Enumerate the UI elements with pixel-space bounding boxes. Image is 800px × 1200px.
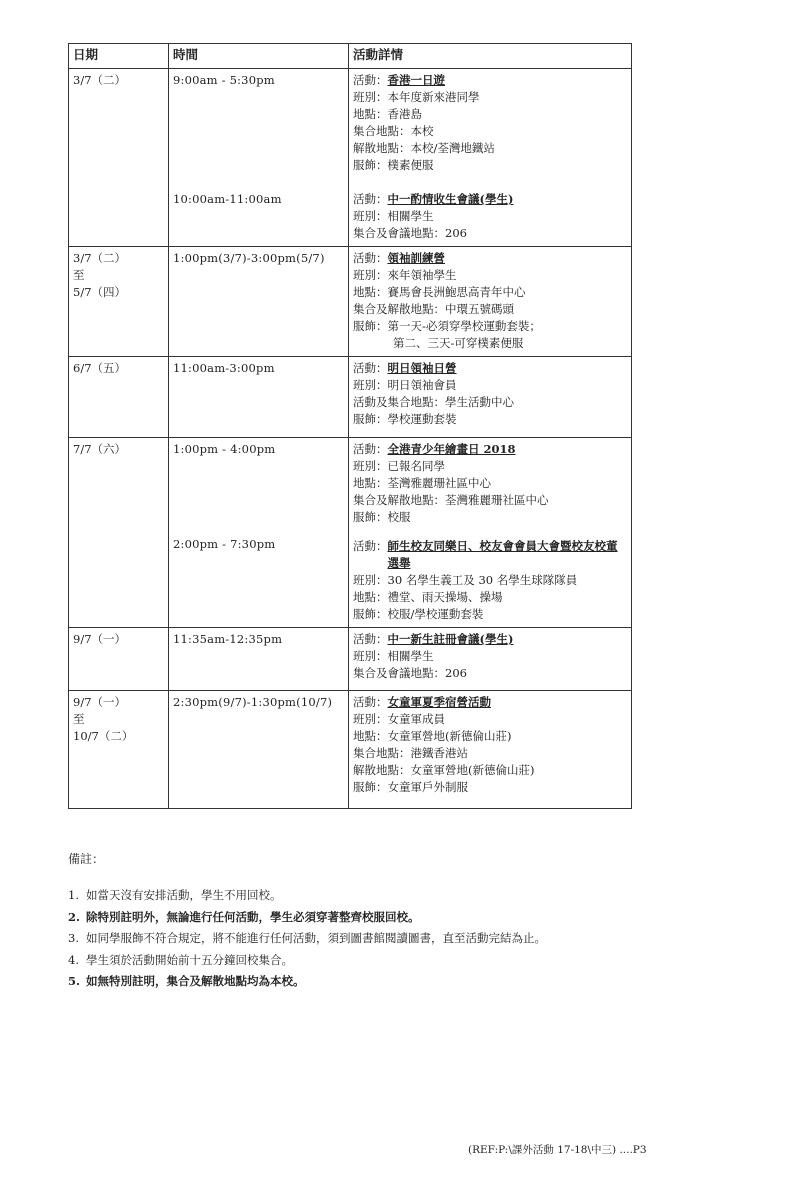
table-row <box>69 628 632 691</box>
date-cell <box>69 69 169 247</box>
time-text: 2:30pm(9/7)-1:30pm(10/7) <box>173 695 333 709</box>
activity-name: 全港青少年繪畫日 2018 <box>387 442 516 456</box>
detail-line: 服飾：第一天-必須穿學校運動套裝； <box>353 319 541 333</box>
detail-line: 班別：明日領袖會員 <box>353 378 457 392</box>
page-footer: (REF:P:\課外活動 17-18\中三) ....P3 <box>468 1144 647 1156</box>
details-cell <box>349 247 632 357</box>
detail-line: 服飾：校服 <box>353 510 411 524</box>
note-item: 1. 如當天沒有安排活動，學生不用回校。 <box>68 888 282 902</box>
time-cell <box>169 69 349 247</box>
detail-line: 地點：賽馬會長洲鮑思高青年中心 <box>353 285 526 299</box>
time-cell <box>169 691 349 809</box>
detail-line: 地點：禮堂、雨天操場、操場 <box>353 590 503 604</box>
time-text: 11:35am-12:35pm <box>173 632 283 646</box>
detail-line: 集合及解散地點：荃灣雅麗珊社區中心 <box>353 493 549 507</box>
date-text: 3/7（二） <box>73 251 127 265</box>
detail-line: 活動及集合地點：學生活動中心 <box>353 395 514 409</box>
date-cell <box>69 691 169 809</box>
detail-line: 班別：30 名學生義工及 30 名學生球隊隊員 <box>353 573 578 587</box>
notes-title: 備註： <box>68 852 105 866</box>
note-item: 3. 如同學服飾不符合規定，將不能進行任何活動，須到圖書館閱讀圖書，直至活動完結為止。 <box>68 931 546 945</box>
date-text: 7/7（六） <box>73 442 127 456</box>
date-cell <box>69 628 169 691</box>
detail-line: 解散地點：女童軍營地(新德倫山莊) <box>353 763 535 777</box>
activity-line: 活動：中一酌情收生會議(學生) <box>353 192 514 206</box>
activity-line: 活動：中一新生註冊會議(學生) <box>353 632 514 646</box>
schedule-table <box>68 43 632 809</box>
notes-list <box>68 885 546 993</box>
date-text: 至 <box>73 712 85 726</box>
table-header-row <box>69 44 632 69</box>
detail-line: 地點：香港島 <box>353 107 422 121</box>
time-cell <box>169 247 349 357</box>
detail-line: 地點：荃灣雅麗珊社區中心 <box>353 476 491 490</box>
time-text: 11:00am-3:00pm <box>173 361 275 375</box>
date-text: 5/7（四） <box>73 285 127 299</box>
note-item: 5. 如無特別註明，集合及解散地點均為本校。 <box>68 974 305 988</box>
activity-name: 領袖訓練營 <box>387 251 445 265</box>
detail-line: 集合及會議地點：206 <box>353 226 467 240</box>
detail-line: 服飾：學校運動套裝 <box>353 412 457 426</box>
details-cell <box>349 357 632 438</box>
activity-name: 女童軍夏季宿營活動 <box>387 695 491 709</box>
time-text: 1:00pm - 4:00pm <box>173 442 276 456</box>
header-details: 活動詳情 <box>349 44 632 69</box>
time-cell <box>169 438 349 628</box>
date-cell <box>69 357 169 438</box>
table-row <box>69 691 632 809</box>
detail-line: 地點：女童軍營地(新德倫山莊) <box>353 729 512 743</box>
table-row <box>69 247 632 357</box>
time-text: 1:00pm(3/7)-3:00pm(5/7) <box>173 251 325 265</box>
date-text: 3/7（二） <box>73 73 127 87</box>
date-text: 9/7（一） <box>73 632 127 646</box>
detail-line: 服飾：女童軍戶外制服 <box>353 780 468 794</box>
note-item: 4. 學生須於活動開始前十五分鐘回校集合。 <box>68 952 293 967</box>
detail-line: 班別：相關學生 <box>353 209 434 223</box>
details-cell <box>349 69 632 247</box>
date-text: 10/7（二） <box>73 729 134 743</box>
activity-name: 明日領袖日營 <box>387 361 457 375</box>
time-text: 9:00am - 5:30pm <box>173 73 275 87</box>
activity-name: 中一酌情收生會議(學生) <box>387 192 514 206</box>
header-date: 日期 <box>69 44 169 69</box>
time-cell <box>169 357 349 438</box>
detail-line: 班別：已報名同學 <box>353 459 445 473</box>
note-item: 2. 除特別註明外，無論進行任何活動，學生必須穿著整齊校服回校。 <box>68 909 420 924</box>
details-cell <box>349 691 632 809</box>
date-cell <box>69 247 169 357</box>
activity-line: 活動：全港青少年繪畫日 2018 <box>353 442 516 456</box>
activity-line: 活動：香港一日遊 <box>353 73 445 87</box>
date-cell <box>69 438 169 628</box>
activity-line: 活動：明日領袖日營 <box>353 361 457 375</box>
detail-line: 服飾：樸素便服 <box>353 158 434 172</box>
detail-line: 班別：相關學生 <box>353 649 434 663</box>
activity-line: 活動：領袖訓練營 <box>353 251 445 265</box>
table-row <box>69 438 632 628</box>
detail-line: 集合地點：本校 <box>353 124 434 138</box>
detail-line: 集合及會議地點：206 <box>353 666 467 680</box>
time-text: 2:00pm - 7:30pm <box>173 537 276 551</box>
details-cell <box>349 628 632 691</box>
table-row <box>69 357 632 438</box>
detail-line: 班別：女童軍成員 <box>353 712 445 726</box>
detail-line: 集合地點：港鐵香港站 <box>353 746 468 760</box>
time-cell <box>169 628 349 691</box>
detail-line: 第二、三天-可穿樸素便服 <box>393 336 524 350</box>
activity-name: 香港一日遊 <box>387 73 445 87</box>
details-cell <box>349 438 632 628</box>
detail-line: 班別：本年度新來港同學 <box>353 90 480 104</box>
detail-line: 班別：來年領袖學生 <box>353 268 457 282</box>
detail-line: 解散地點：本校/荃灣地鐵站 <box>353 141 495 155</box>
activity-name: 中一新生註冊會議(學生) <box>387 632 514 646</box>
activity-line: 活動：女童軍夏季宿營活動 <box>353 695 491 709</box>
detail-line: 集合及解散地點：中環五號碼頭 <box>353 302 514 316</box>
activity-line: 活動： 師生校友同樂日、校友會會員大會暨校友校董選舉 <box>353 538 627 572</box>
date-text: 6/7（五） <box>73 361 127 375</box>
date-text: 9/7（一） <box>73 695 127 709</box>
activity-name: 師生校友同樂日、校友會會員大會暨校友校董選舉 <box>387 539 618 570</box>
time-text: 10:00am-11:00am <box>173 192 282 206</box>
detail-line: 服飾：校服/學校運動套裝 <box>353 607 484 621</box>
table-row <box>69 69 632 247</box>
date-text: 至 <box>73 268 85 282</box>
header-time: 時間 <box>169 44 349 69</box>
